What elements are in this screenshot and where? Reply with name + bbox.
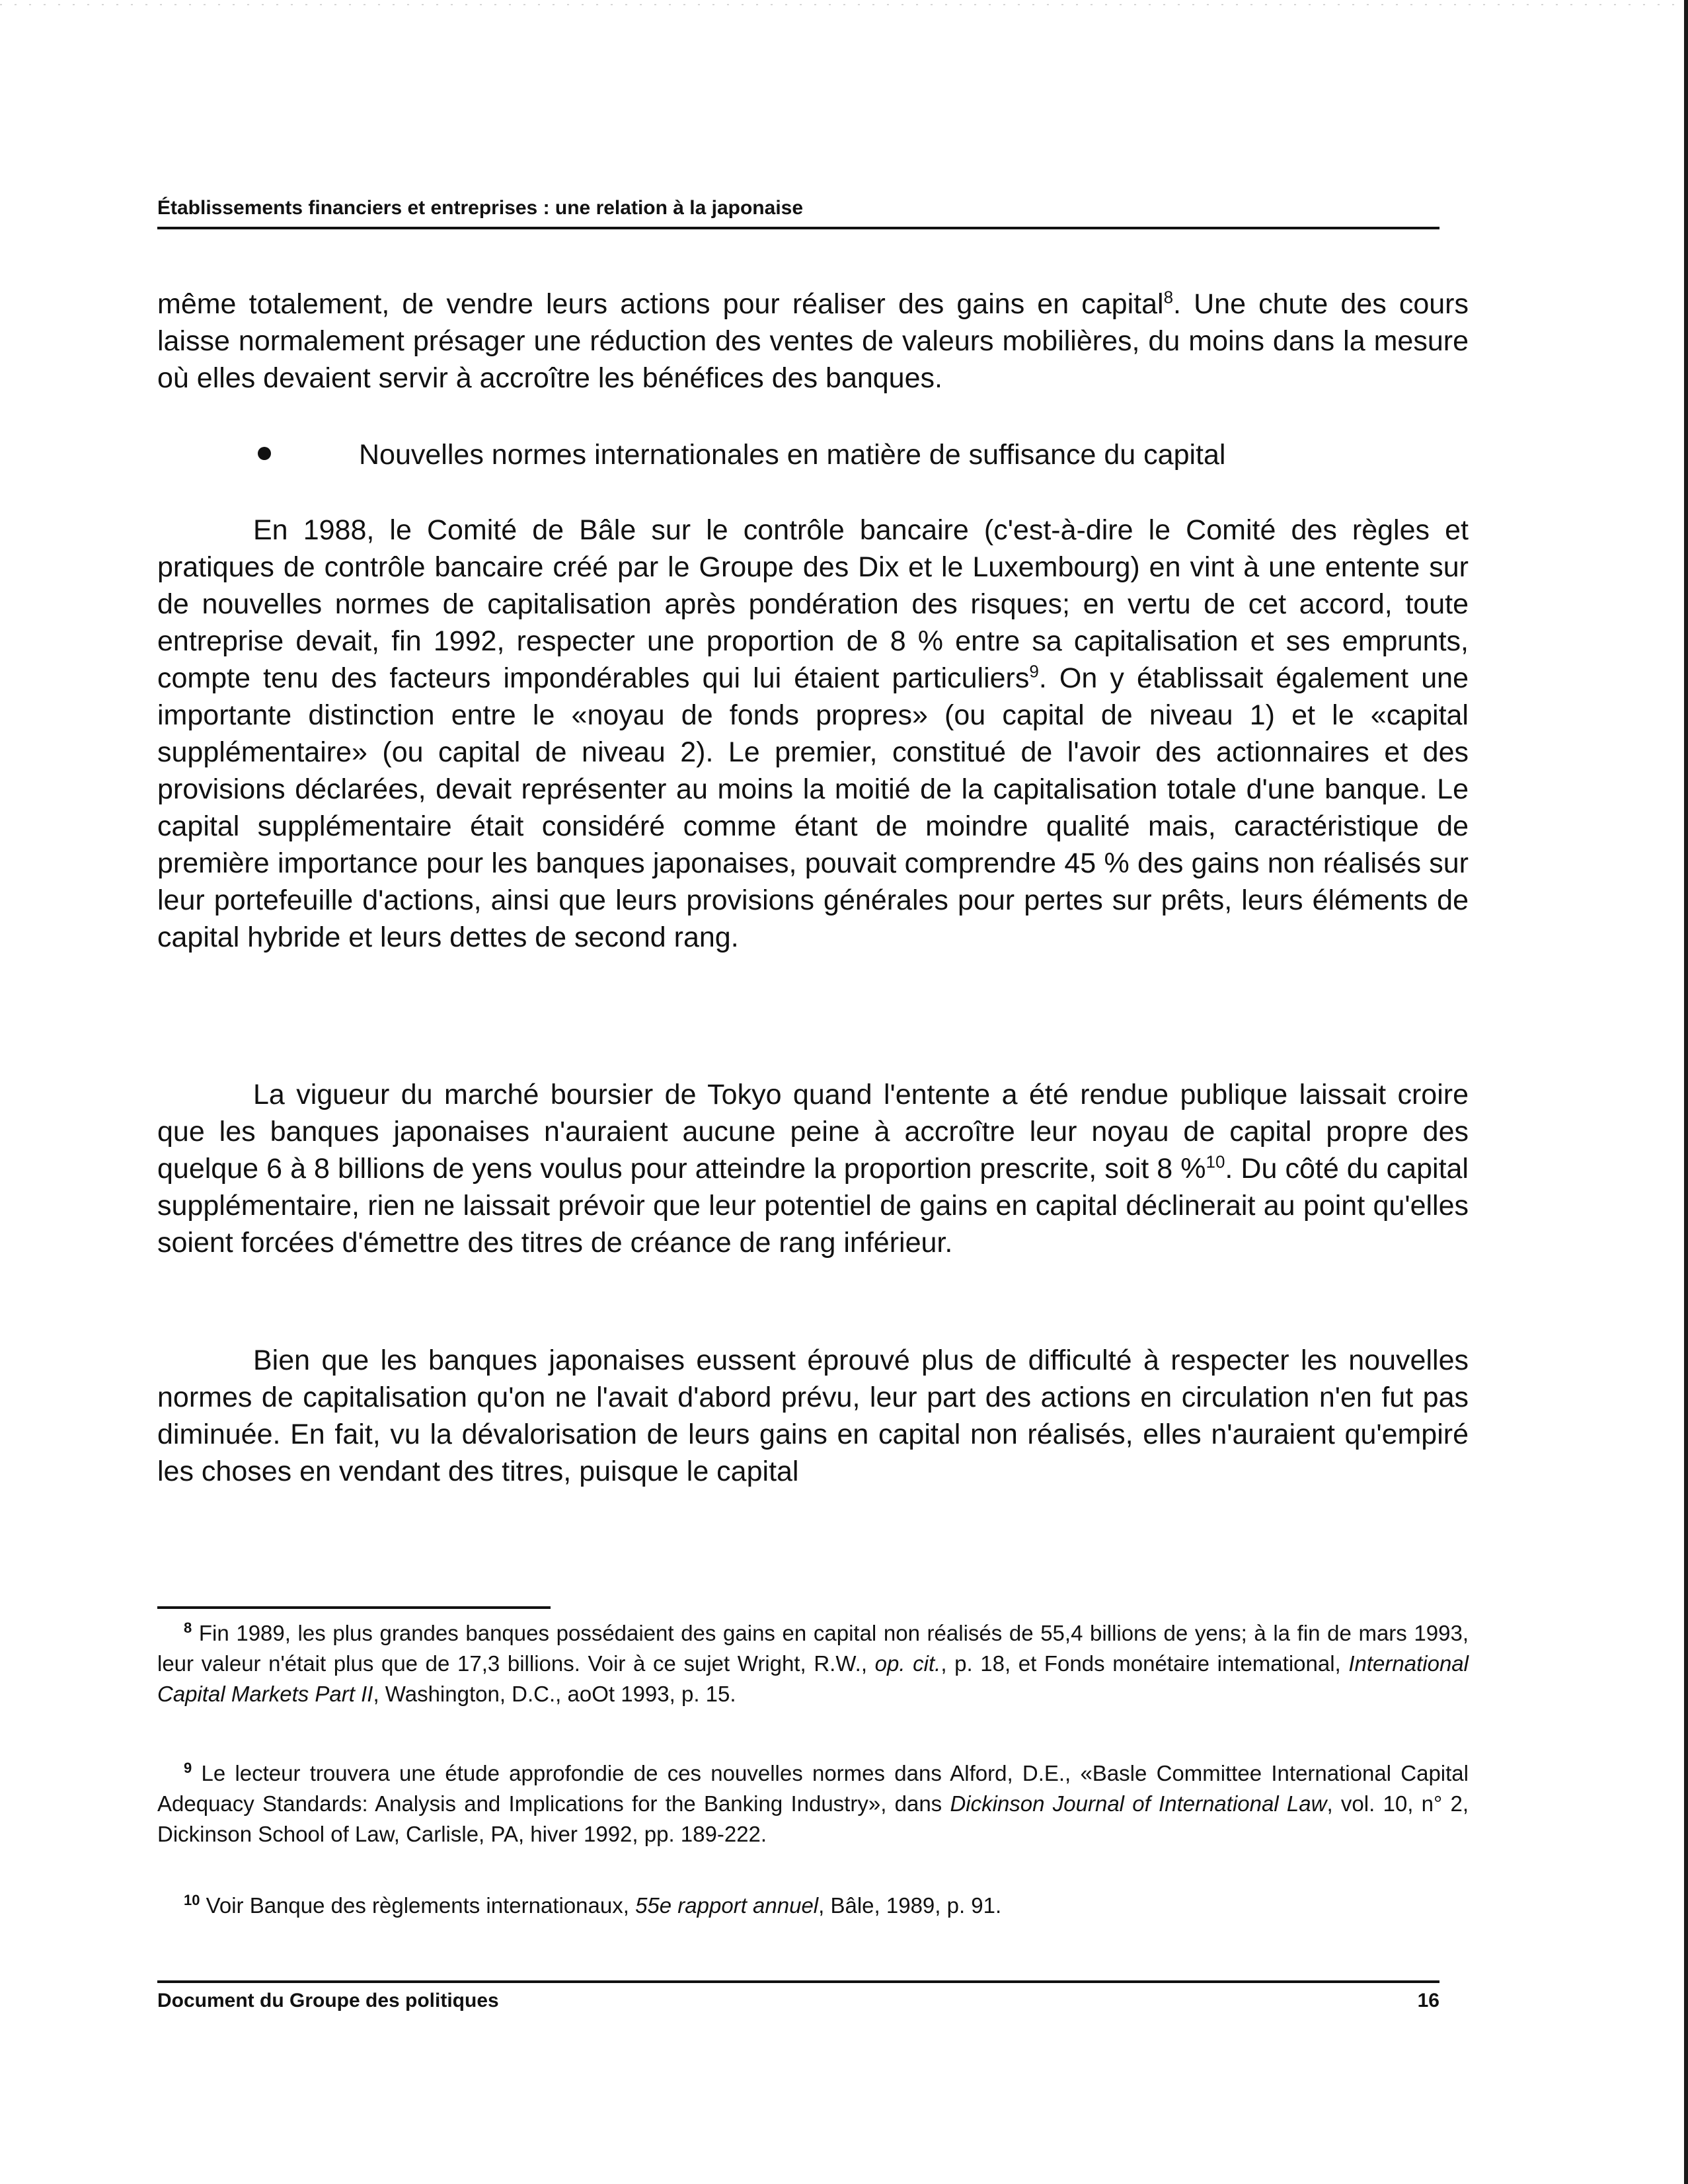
footnote-number: 10 [184, 1892, 200, 1908]
footnote-text: , vol. 10, n° 2, Dickinson School of Law, Carlisle, PA, hiver 1992, pp. 189-222. [157, 1791, 1469, 1846]
paragraph-text: . Une chute des cours laisse normalement présager une réduction des ventes de valeurs mobilières, du moins dans la mesure où elles devaient servir à accroître les bénéfices des banques. [157, 288, 1469, 394]
paragraph-text: . On y établissait également une importante distinction entre le «noyau de fonds propres» (ou capital de niveau 1) et le «capital supplémentaire» (ou capital de niveau 2). Le premier, constitué de l'avoir des actionnaires et des provisions déclarées, devait représenter au moins la moitié de la capitalisation totale d'une banque. Le capital supplémentaire était considéré comme étant de moindre qualité mais, caractéristique de première importance pour les banques japonaises, pouvait comprendre 45 % des gains non réalisés sur leur portefeuille d'actions, ainsi que leurs provisions générales pour pertes sur prêts, leurs éléments de capital hybride et leurs dettes de second rang. [157, 662, 1469, 953]
footnote-ref-8: 8 [1163, 287, 1174, 307]
footnote-citation: op. cit. [874, 1651, 941, 1676]
footnote-text: , Washington, D.C., aoOt 1993, p. 15. [373, 1682, 736, 1706]
footnote-rule [157, 1606, 551, 1609]
footnote-citation: International Capital Markets Part II [157, 1651, 1469, 1706]
paragraph-text: . Du côté du capital supplémentaire, rien ne laissait prévoir que leur potentiel de gains en capital déclinerait au point qu'elles soient forcées d'émettre des titres de créance de rang inférieur. [157, 1153, 1469, 1259]
footnote-number: 8 [184, 1619, 192, 1636]
paragraph-text: La vigueur du marché boursier de Tokyo quand l'entente a été rendue publique laissait croire que les banques japonaises n'auraient aucune peine à accroître leur noyau de capital propre des quelque 6 à 8 billions de yens voulus pour atteindre la proportion prescrite, soit 8 % [157, 1079, 1469, 1185]
page-number: 16 [1417, 1990, 1439, 2011]
scan-edge-right [1684, 0, 1688, 2184]
running-header: Établissements financiers et entreprises : une relation à la japonaise [157, 197, 804, 219]
header-rule [157, 227, 1439, 229]
paragraph-banks: Bien que les banques japonaises eussent éprouvé plus de difficulté à respecter les nouvelles normes de capitalisation qu'on ne l'avait d'abord prévu, leur part des actions en circulation n'en fut pas diminuée. En fait, vu la dévalorisation de leurs gains en capital non réalisés, elles n'auraient qu'empiré les choses en vendant des titres, puisque le capital [157, 1345, 1469, 1487]
footnote-8 [157, 1618, 1469, 1709]
footnote-number: 9 [184, 1760, 192, 1776]
footnote-text: Fin 1989, les plus grandes banques possédaient des gains en capital non réalisés de 55,4 billions de yens; à la fin de mars 1993, leur valeur n'était plus que de 17,3 billions. Voir à ce sujet Wright, R.W., [157, 1621, 1469, 1676]
footnote-10 [157, 1891, 1469, 1921]
footnote-citation: Dickinson Journal of International Law [950, 1791, 1327, 1816]
footnote-text: , Bâle, 1989, p. 91. [818, 1893, 1002, 1918]
footnote-citation: 55e rapport annuel [635, 1893, 819, 1918]
footnote-ref-10: 10 [1206, 1151, 1225, 1172]
footnote-text: , p. 18, et Fonds monétaire intemational, [940, 1651, 1349, 1676]
scan-speckle-top [0, 4, 1688, 5]
footnote-ref-9: 9 [1029, 661, 1039, 682]
paragraph-continued [157, 286, 1469, 397]
bullet-icon [258, 447, 271, 460]
paragraph-tokyo [157, 1076, 1469, 1261]
footnote-text: Voir Banque des règlements internationaux, [206, 1893, 636, 1918]
footnote-text: Le lecteur trouvera une étude approfondie de ces nouvelles normes dans Alford, D.E., «Basle Committee International Capital Adequacy Standards: Analysis and Implications for the Banking Industry», dans [157, 1761, 1469, 1816]
paragraph-text: même totalement, de vendre leurs actions pour réaliser des gains en capital [157, 288, 1164, 320]
bullet-heading-text: Nouvelles normes internationales en matière de suffisance du capital [359, 439, 1226, 471]
footer-title: Document du Groupe des politiques [157, 1990, 499, 2011]
paragraph-basel [157, 512, 1469, 956]
footnote-9 [157, 1758, 1469, 1850]
paragraph-text: En 1988, le Comité de Bâle sur le contrôle bancaire (c'est-à-dire le Comité des règles et pratiques de contrôle bancaire créé par le Groupe des Dix et le Luxembourg) en vint à une entente sur de nouvelles normes de capitalisation après pondération des risques; en vertu de cet accord, toute entreprise devait, fin 1992, respecter une proportion de 8 % entre sa capitalisation et ses emprunts, compte tenu des facteurs impondérables qui lui étaient particuliers [157, 514, 1469, 694]
footer-rule [157, 1980, 1439, 1983]
